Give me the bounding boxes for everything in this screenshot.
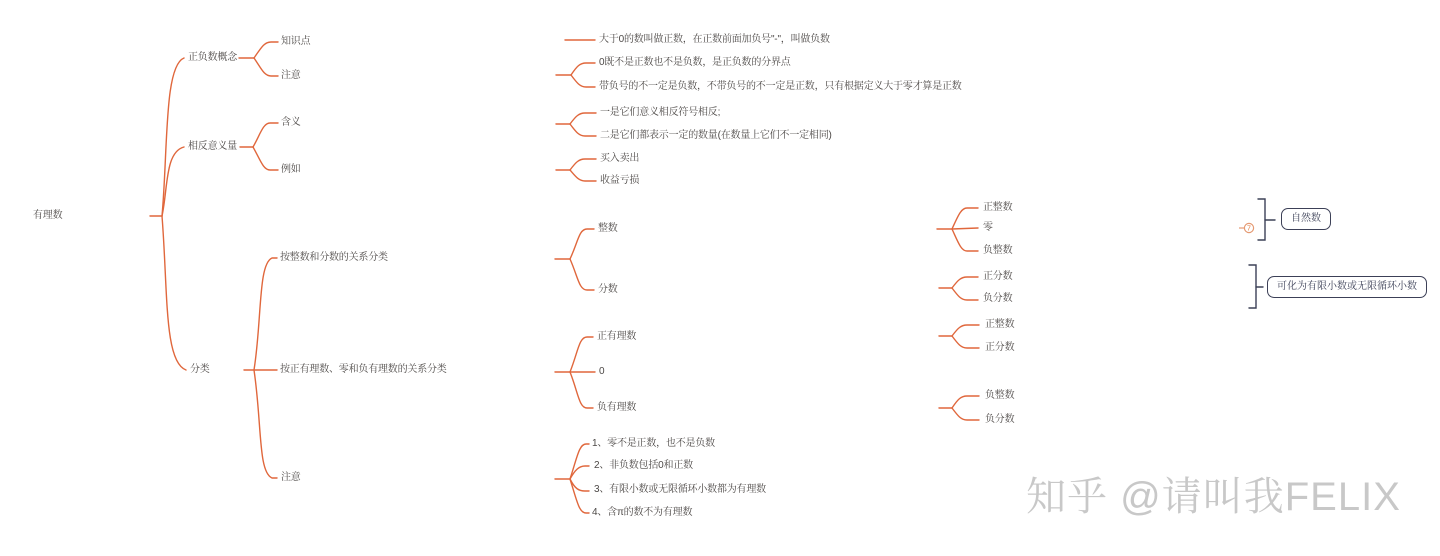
node-positive-definition[interactable]: 大于0的数叫做正数，在正数前面加负号"-"，叫做负数	[599, 34, 830, 45]
node-negative-rational[interactable]: 负有理数	[597, 402, 637, 413]
node-classification[interactable]: 分类	[190, 364, 210, 375]
node-pos-neg-concept[interactable]: 正负数概念	[188, 52, 237, 63]
node-negative-integer[interactable]: 负整数	[983, 245, 1013, 256]
branch-connectors	[150, 40, 979, 513]
node-by-integer-fraction[interactable]: 按整数和分数的关系分类	[280, 252, 388, 263]
node-note-item-4[interactable]: 4、含π的数不为有理数	[592, 507, 693, 518]
collapsed-count-badge[interactable]	[1239, 223, 1254, 232]
node-meaning[interactable]: 含义	[281, 117, 301, 128]
node-positive-rational[interactable]: 正有理数	[597, 331, 637, 342]
badge-count-text: 7	[1247, 225, 1251, 233]
node-fraction[interactable]: 分数	[598, 284, 618, 295]
node-by-pos-zero-neg[interactable]: 按正有理数、零和负有理数的关系分类	[280, 364, 447, 375]
node-sign-caution[interactable]: 带负号的不一定是负数，不带负号的不一定是正数，只有根据定义大于零才算是正数	[599, 81, 962, 92]
zhihu-watermark: 知乎 @请叫我FELIX	[1026, 475, 1401, 519]
node-positive-fraction[interactable]: 正分数	[983, 271, 1013, 282]
node-profit-loss[interactable]: 收益亏损	[600, 175, 640, 186]
node-buy-sell[interactable]: 买入卖出	[600, 153, 640, 164]
node-zero-boundary[interactable]: 0既不是正数也不是负数，是正负数的分界点	[599, 57, 791, 68]
summary-natural-numbers[interactable]: 自然数	[1281, 208, 1331, 230]
summary-finite-or-repeating-decimal[interactable]: 可化为有限小数或无限循环小数	[1267, 276, 1427, 298]
node-positive-fraction-2[interactable]: 正分数	[985, 342, 1015, 353]
node-root[interactable]: 有理数	[33, 210, 63, 221]
node-note-item-2[interactable]: 2、非负数包括0和正数	[594, 460, 693, 471]
node-positive-integer[interactable]: 正整数	[983, 202, 1013, 213]
node-zero-cn[interactable]: 零	[983, 222, 993, 233]
node-positive-integer-2[interactable]: 正整数	[985, 319, 1015, 330]
node-negative-fraction-2[interactable]: 负分数	[985, 414, 1015, 425]
node-note-1[interactable]: 注意	[281, 70, 301, 81]
node-note-2[interactable]: 注意	[281, 472, 301, 483]
node-negative-integer-2[interactable]: 负整数	[985, 390, 1015, 401]
node-meaning-1[interactable]: 一是它们意义相反符号相反;	[600, 107, 721, 118]
node-knowledge-point[interactable]: 知识点	[281, 36, 311, 47]
node-zero[interactable]: 0	[599, 366, 605, 377]
node-negative-fraction[interactable]: 负分数	[983, 293, 1013, 304]
node-integer[interactable]: 整数	[598, 223, 618, 234]
node-opposite-meaning[interactable]: 相反意义量	[188, 141, 237, 152]
node-note-item-3[interactable]: 3、有限小数或无限循环小数都为有理数	[594, 484, 766, 495]
node-note-item-1[interactable]: 1、零不是正数，也不是负数	[592, 438, 715, 449]
node-meaning-2[interactable]: 二是它们都表示一定的数量(在数量上它们不一定相同)	[600, 130, 832, 141]
node-example[interactable]: 例如	[281, 164, 301, 175]
